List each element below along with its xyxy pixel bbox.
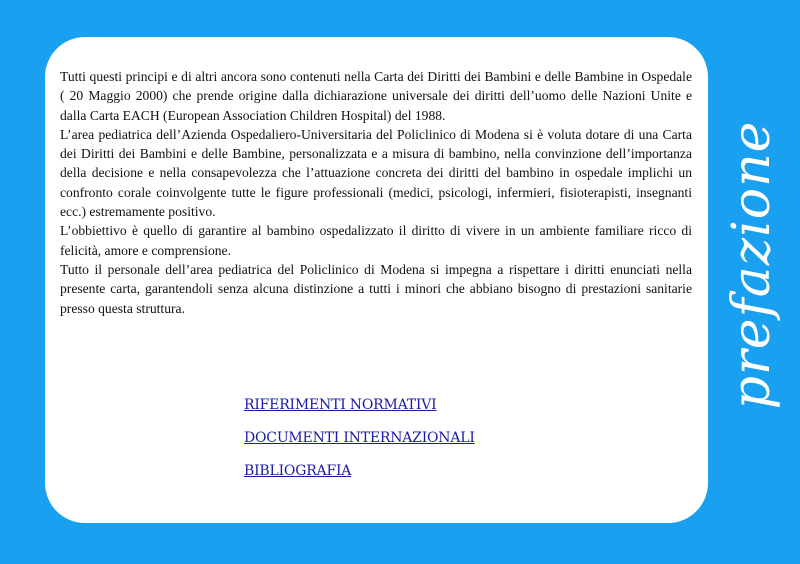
link-list [244, 397, 475, 496]
paragraph-personale: Tutto il personale dell’area pediatrica del Policlinico di Modena si impegna a rispettare i diritti enunciati nella presente carta, garantendoli senza alcuna distinzione a tutti i minori che abbiano bisogno di prestazioni sanitarie presso questa struttura. [60, 261, 692, 316]
link-bibliografia[interactable]: BIBLIOGRAFIA [244, 463, 352, 479]
preface-text [60, 67, 692, 318]
paragraph-area-pediatrica: L’area pediatrica dell’Azienda Ospedaliero-Universitaria del Policlinico di Modena si è voluta dotare di una Carta dei Diritti dei Bambini e delle Bambine, personalizzata e a misura di bambino, nella convinzione dell’importanza della decisione e nella consapevolezza che l’attuazione concreta dei diritti del bambino in ospedale implichi un confronto corale coinvolgente tutte le figure professionali (medici, psicologi, infermieri, fisioterapisti, insegnanti ecc.) estremamente positivo. [60, 126, 692, 220]
side-title: prefazione [722, 120, 782, 410]
link-documenti-internazionali[interactable]: DOCUMENTI INTERNAZIONALI [244, 430, 475, 446]
content-panel [45, 37, 708, 523]
link-riferimenti-normativi[interactable]: RIFERIMENTI NORMATIVI [244, 397, 437, 413]
paragraph-intro: Tutti questi principi e di altri ancora sono contenuti nella Carta dei Diritti dei Bambini e delle Bambine in Ospedale ( 20 Maggio 2000) che prende origine dalla dichiarazione universale dei diritti dell’uomo delle Nazioni Unite e dalla Carta EACH (European Association Children Hospital) del 1988. [60, 69, 692, 123]
paragraph-obiettivo: L’obbiettivo è quello di garantire al bambino ospedalizzato il diritto di vivere in un ambiente familiare ricco di felicità, amore e comprensione. [60, 223, 692, 258]
